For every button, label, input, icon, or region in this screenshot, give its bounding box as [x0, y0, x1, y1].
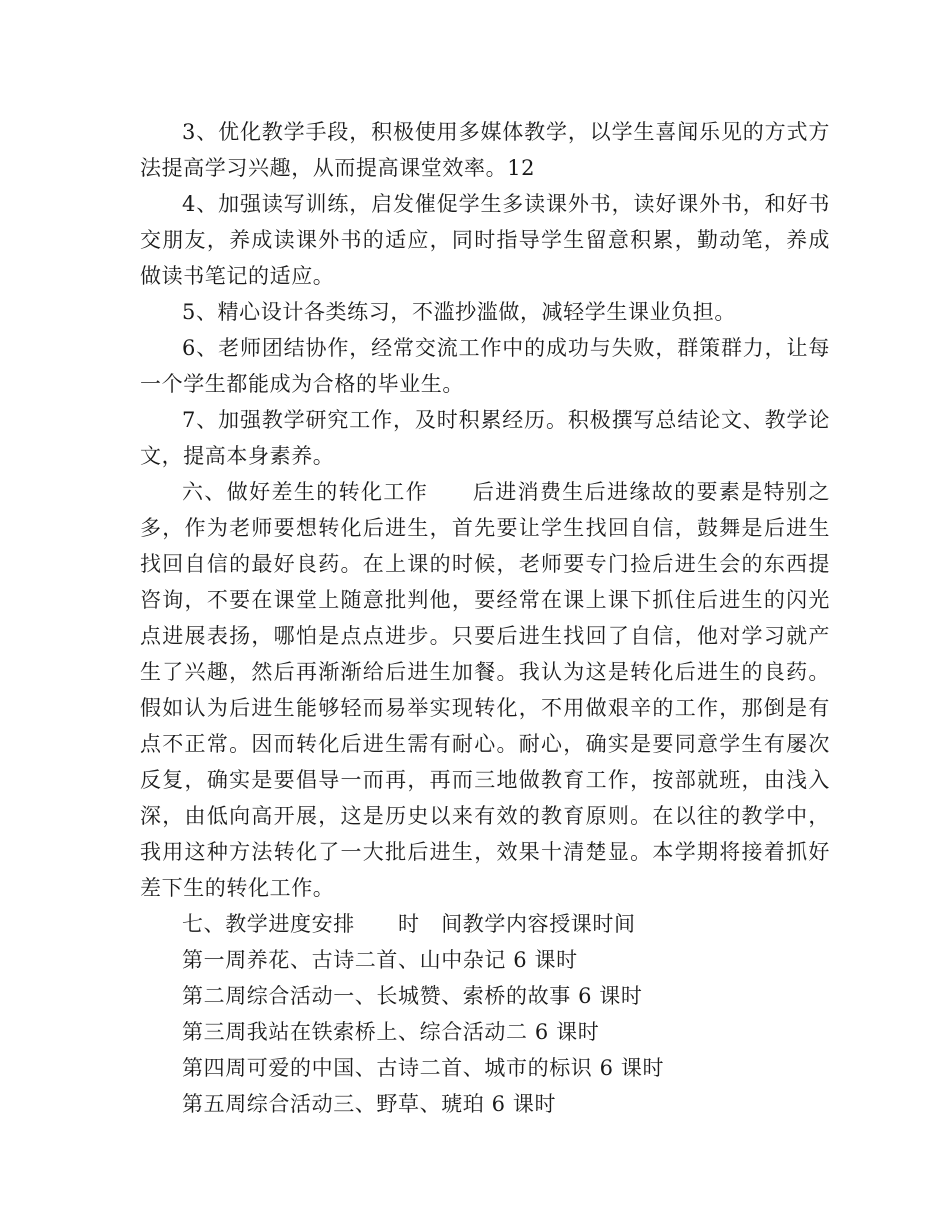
- document-body: [140, 114, 830, 1122]
- section-six-paragraph: 六、做好差生的转化工作 后进消费生后进缘故的要素是特别之多，作为老师要想转化后进生，首先要让学生找回自信，鼓舞是后进生找回自信的最好良药。在上课的时候，老师要专门捡后进生会的东西提咨询，不要在课堂上随意批判他，要经常在课上课下抓住后进生的闪光点进展表扬，哪怕是点点进步。只要后进生找回了自信，他对学习就产生了兴趣，然后再渐渐给后进生加餐。我认为这是转化后进生的良药。假如认为后进生能够轻而易举实现转化，不用做艰辛的工作，那倒是有点不正常。因而转化后进生需有耐心。耐心，确实是要同意学生有屡次反复，确实是要倡导一而再，再而三地做教育工作，按部就班，由浅入深，由低向高开展，这是历史以来有效的教育原则。在以往的教学中，我用这种方法转化了一大批后进生，效果十清楚显。本学期将接着抓好差下生的转化工作。: [140, 480, 830, 900]
- schedule-week-4: 第四周可爱的中国、古诗二首、城市的标识 6 课时: [182, 1056, 665, 1080]
- schedule-week-1: 第一周养花、古诗二首、山中杂记 6 课时: [182, 948, 578, 972]
- paragraph-item-6: 6、老师团结协作，经常交流工作中的成功与失败，群策群力，让每一个学生都能成为合格的毕业生。: [140, 336, 830, 396]
- paragraph-item-5: 5、精心设计各类练习，不滥抄滥做，减轻学生课业负担。: [182, 300, 736, 324]
- schedule-heading: 七、教学进度安排 时 间教学内容授课时间: [182, 912, 636, 936]
- schedule-week-2: 第二周综合活动一、长城赞、索桥的故事 6 课时: [182, 984, 643, 1008]
- schedule-week-5: 第五周综合活动三、野草、琥珀 6 课时: [182, 1092, 557, 1116]
- paragraph-item-4: 4、加强读写训练，启发催促学生多读课外书，读好课外书，和好书交朋友，养成读课外书的适应，同时指导学生留意积累，勤动笔，养成做读书笔记的适应。: [140, 192, 830, 288]
- paragraph-item-3: 3、优化教学手段，积极使用多媒体教学，以学生喜闻乐见的方式方法提高学习兴趣，从而提高课堂效率。12: [140, 120, 830, 180]
- schedule-week-3: 第三周我站在铁索桥上、综合活动二 6 课时: [182, 1020, 600, 1044]
- paragraph-item-7: 7、加强教学研究工作，及时积累经历。积极撰写总结论文、教学论文，提高本身素养。: [140, 408, 830, 468]
